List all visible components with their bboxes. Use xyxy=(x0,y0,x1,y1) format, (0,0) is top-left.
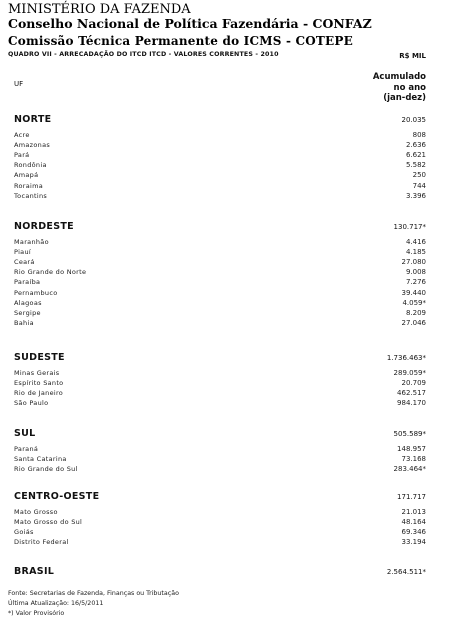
state-value: 4.416 xyxy=(405,238,426,246)
region-row xyxy=(14,114,426,128)
total-row xyxy=(14,566,426,580)
uf-column-header: UF xyxy=(14,80,24,88)
region-value: 20.035 xyxy=(401,116,426,124)
state-row xyxy=(14,258,426,268)
state-name: Amapá xyxy=(14,171,39,180)
state-row xyxy=(14,369,426,379)
state-row xyxy=(14,171,426,181)
state-row xyxy=(14,538,426,548)
state-row xyxy=(14,389,426,399)
accumulated-column-header xyxy=(356,72,426,104)
state-row xyxy=(14,182,426,192)
commission-title: Comissão Técnica Permanente do ICMS - COTEPE xyxy=(8,34,353,48)
state-name: Paraná xyxy=(14,445,39,453)
state-value: 7.276 xyxy=(405,278,426,287)
state-name: Pernambuco xyxy=(14,288,58,297)
state-value: 3.396 xyxy=(405,191,426,200)
state-row xyxy=(14,131,426,141)
state-name: Mato Grosso do Sul xyxy=(14,518,83,527)
state-name: Maranhão xyxy=(14,238,49,246)
state-name: Pará xyxy=(14,151,30,160)
state-name: Ceará xyxy=(14,258,35,267)
state-row xyxy=(14,278,426,288)
state-name: Rio Grande do Norte xyxy=(14,268,87,277)
state-row xyxy=(14,161,426,171)
state-value: 4.185 xyxy=(405,248,426,257)
state-row xyxy=(14,299,426,309)
state-row xyxy=(14,399,426,409)
council-title: Conselho Nacional de Política Fazendária - CONFAZ xyxy=(8,16,372,31)
state-value: 27.046 xyxy=(401,318,426,327)
region-row xyxy=(14,428,426,442)
ministry-title: MINISTÉRIO DA FAZENDA xyxy=(8,2,191,17)
state-name: Espírito Santo xyxy=(14,379,64,388)
state-value: 250 xyxy=(412,171,426,180)
state-name: Amazonas xyxy=(14,141,51,150)
currency-unit: R$ MIL xyxy=(399,52,426,60)
state-value: 8.209 xyxy=(405,308,426,317)
table-title: QUADRO VII - ARRECADAÇÃO DO ITCD ITCD - VALORES CORRENTES - 2010 xyxy=(8,51,279,58)
accumulated-header-line: Acumulado xyxy=(372,72,426,82)
state-name: Alagoas xyxy=(14,298,42,307)
state-name: Rio de Janeiro xyxy=(14,389,64,398)
state-row xyxy=(14,518,426,528)
state-row xyxy=(14,289,426,299)
state-row xyxy=(14,455,426,465)
state-row xyxy=(14,141,426,151)
state-value: 808 xyxy=(412,131,426,139)
state-row xyxy=(14,319,426,329)
state-value: 39.440 xyxy=(401,288,426,297)
state-row xyxy=(14,268,426,278)
state-value: 4.059* xyxy=(402,298,426,307)
region-value: 505.589* xyxy=(393,430,426,438)
state-value: 73.168 xyxy=(401,455,426,464)
state-name: Distrito Federal xyxy=(14,538,69,547)
state-name: Piauí xyxy=(14,248,31,257)
region-name: SUL xyxy=(14,428,36,439)
state-name: Santa Catarina xyxy=(14,455,67,464)
state-name: São Paulo xyxy=(14,399,49,408)
region-row xyxy=(14,491,426,505)
state-row xyxy=(14,528,426,538)
state-value: 33.194 xyxy=(401,538,426,547)
state-value: 2.636 xyxy=(405,141,426,150)
state-name: Bahia xyxy=(14,318,34,327)
state-row xyxy=(14,508,426,518)
state-row xyxy=(14,238,426,248)
region-row xyxy=(14,352,426,366)
accumulated-header-line: (jan-dez) xyxy=(383,93,426,103)
region-row xyxy=(14,221,426,235)
state-row xyxy=(14,248,426,258)
region-name: NORDESTE xyxy=(14,221,74,232)
state-value: 69.346 xyxy=(401,528,426,537)
state-name: Acre xyxy=(14,131,30,139)
state-value: 289.059* xyxy=(393,369,426,377)
footer-note: *) Valor Provisório xyxy=(8,610,65,617)
state-name: Mato Grosso xyxy=(14,508,58,516)
footer-source: Fonte: Secretarias de Fazenda, Finanças ou Tributação xyxy=(8,590,179,597)
accumulated-header-line: no ano xyxy=(393,82,426,93)
state-value: 48.164 xyxy=(401,518,426,527)
state-row xyxy=(14,309,426,319)
total-value: 2.564.511* xyxy=(386,568,426,576)
state-name: Roraima xyxy=(14,181,44,190)
state-value: 5.582 xyxy=(405,161,426,170)
region-value: 171.717 xyxy=(397,493,426,501)
state-value: 283.464* xyxy=(393,465,426,474)
state-name: Rio Grande do Sul xyxy=(14,465,78,474)
total-label: BRASIL xyxy=(14,566,55,577)
state-row xyxy=(14,445,426,455)
state-value: 744 xyxy=(412,181,426,190)
state-row xyxy=(14,379,426,389)
region-value: 1.736.463* xyxy=(386,354,426,362)
region-name: NORTE xyxy=(14,114,52,125)
state-value: 984.170 xyxy=(397,399,426,408)
state-value: 20.709 xyxy=(401,379,426,388)
state-value: 462.517 xyxy=(397,389,426,398)
state-value: 21.013 xyxy=(401,508,426,516)
state-value: 6.621 xyxy=(405,151,426,160)
state-value: 9.008 xyxy=(405,268,426,277)
state-name: Rondônia xyxy=(14,161,47,170)
region-name: SUDESTE xyxy=(14,352,65,363)
region-name: CENTRO-OESTE xyxy=(14,491,100,502)
state-name: Tocantins xyxy=(14,191,48,200)
footer-last-update: Última Atualização: 16/5/2011 xyxy=(8,600,104,607)
state-row xyxy=(14,151,426,161)
state-name: Goiás xyxy=(14,528,34,537)
state-row xyxy=(14,465,426,475)
state-name: Sergipe xyxy=(14,308,41,317)
state-row xyxy=(14,192,426,202)
state-name: Paraíba xyxy=(14,278,41,287)
region-value: 130.717* xyxy=(393,223,426,231)
state-value: 27.080 xyxy=(401,258,426,267)
state-name: Minas Gerais xyxy=(14,369,60,377)
state-value: 148.957 xyxy=(397,445,426,453)
